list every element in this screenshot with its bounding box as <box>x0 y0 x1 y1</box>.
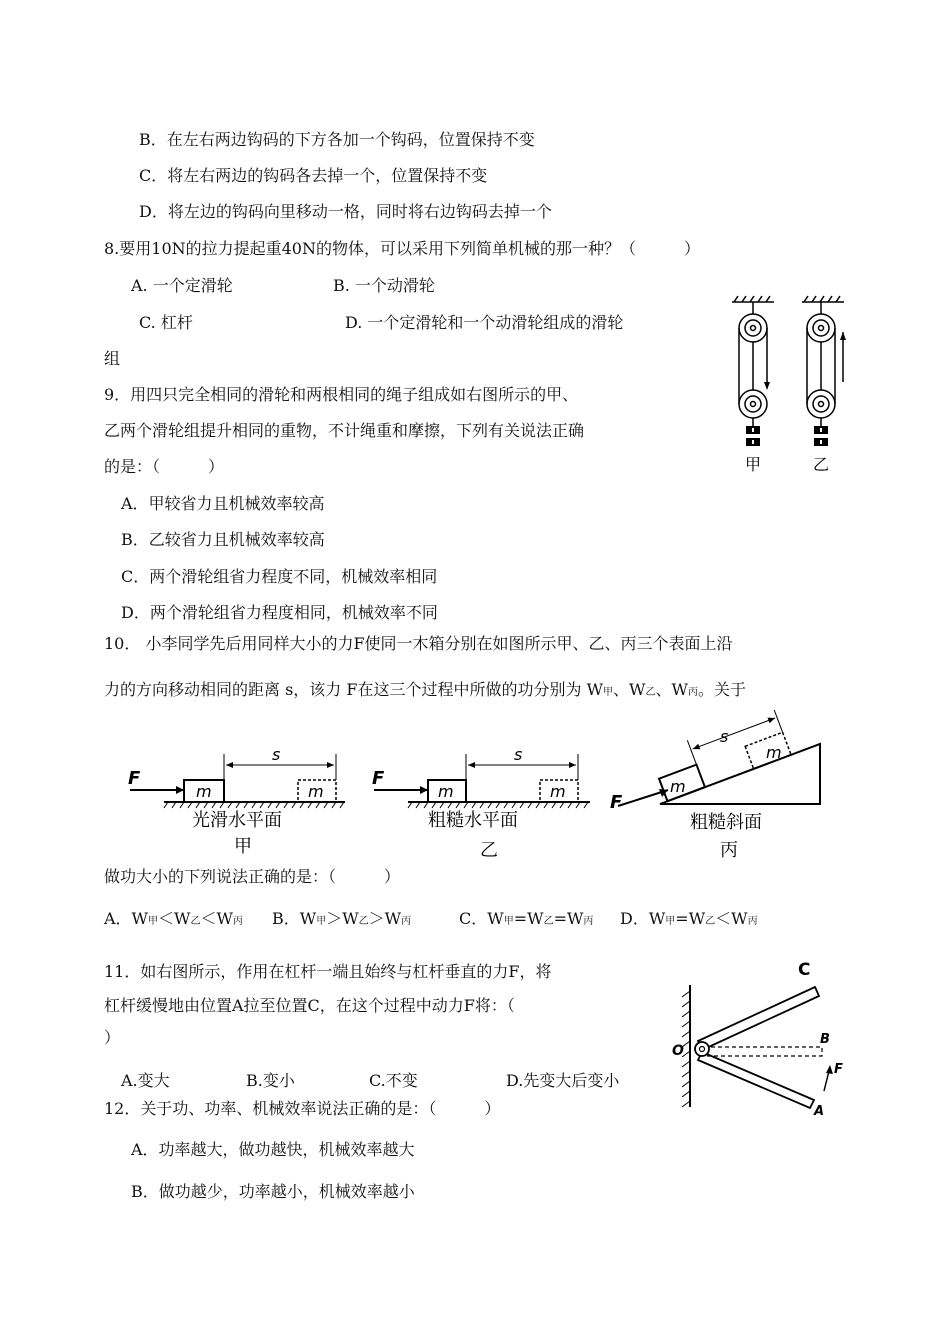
q8-option-d: D. 一个定滑轮和一个动滑轮组成的滑轮 <box>345 313 624 332</box>
label-f: F <box>834 1062 843 1077</box>
mass-label: m <box>670 777 686 796</box>
q10-stem-1: 10． 小李同学先后用同样大小的力F使同一木箱分别在如图所示甲、乙、丙三个表面上沿 <box>104 634 733 653</box>
panel-rough-incline <box>618 710 820 806</box>
ceiling-yi <box>802 296 844 302</box>
panel-label-incline: 粗糙斜面 <box>690 812 762 833</box>
q9-stem-2: 乙两个滑轮组提升相同的重物，不计绳重和摩擦，下列有关说法正确 <box>104 421 585 440</box>
work-figure <box>120 710 830 862</box>
arrow-left-icon <box>468 762 475 768</box>
q7-option-d: D．将左边的钩码向里移动一格，同时将右边钩码去掉一个 <box>139 202 552 221</box>
lever-figure <box>668 955 858 1120</box>
mass-label: m <box>438 782 454 801</box>
q10-option-c: C．W甲=W乙=W丙 <box>459 909 594 928</box>
arrow-left-icon <box>692 744 701 752</box>
panel-label-smooth: 光滑水平面 <box>192 810 282 831</box>
pulley-system-jia <box>739 302 767 426</box>
distance-label: s <box>720 727 729 746</box>
arrow-right-icon <box>767 715 776 723</box>
panel-sublabel-yi: 乙 <box>480 840 498 861</box>
label-b: B <box>820 1032 830 1047</box>
q10-stem-2: 力的方向移动相同的距离 s，该力 F在这三个过程中所做的功分别为 W甲、W乙、W丙。关于 <box>104 680 746 699</box>
force-label: F <box>372 768 385 789</box>
mass-label-dashed: m <box>766 743 782 762</box>
label-yi: 乙 <box>813 455 830 474</box>
panel-sublabel-bing: 丙 <box>720 840 738 861</box>
label-c: C <box>798 960 811 980</box>
distance-label: s <box>514 745 523 764</box>
arrow-down-icon <box>764 382 770 390</box>
q9-option-a: A．甲较省力且机械效率较高 <box>121 494 325 513</box>
q11-option-c: C.不变 <box>369 1071 418 1090</box>
distance-label: s <box>272 745 281 764</box>
q9-stem-3: 的是：（ ） <box>104 457 225 476</box>
q7-option-b: B．在左右两边钩码的下方各加一个钩码，位置保持不变 <box>139 130 535 149</box>
label-o: O <box>672 1043 684 1059</box>
q11-stem-2: 杠杆缓慢地由位置A拉至位置C，在这个过程中动力F将：（ <box>104 996 515 1015</box>
q11-option-b: B.变小 <box>246 1071 295 1090</box>
q11-option-a: A.变大 <box>121 1071 170 1090</box>
mass-label-dashed: m <box>550 782 566 801</box>
q12-option-b: B．做功越少，功率越小，机械效率越小 <box>131 1182 415 1201</box>
force-arrow-icon <box>826 1065 833 1074</box>
q11-option-d: D.先变大后变小 <box>506 1071 620 1090</box>
mass-label-dashed: m <box>308 782 324 801</box>
q9-option-c: C．两个滑轮组省力程度不同，机械效率相同 <box>121 567 438 586</box>
q7-option-c: C．将左右两边的钩码各去掉一个，位置保持不变 <box>139 166 488 185</box>
q12-option-a: A．功率越大，做功越快，机械效率越大 <box>131 1140 415 1159</box>
q11-stem-3: ） <box>104 1028 121 1047</box>
pulley-figure <box>722 292 852 477</box>
q10-option-a: A．W甲＜W乙＜W丙 <box>104 909 243 928</box>
force-label: F <box>128 768 141 789</box>
q9-stem-1: 9．用四只完全相同的滑轮和两根相同的绳子组成如右图所示的甲、 <box>104 385 579 404</box>
q8-option-d-cont: 组 <box>104 349 121 368</box>
panel-label-rough: 粗糙水平面 <box>428 810 518 831</box>
q10-option-b: B．W甲＞W乙＞W丙 <box>272 909 412 928</box>
ceiling-jia <box>732 296 774 302</box>
q8-option-c: C. 杠杆 <box>139 313 193 332</box>
q11-stem-1: 11．如右图所示，作用在杠杆一端且始终与杠杆垂直的力F，将 <box>104 962 552 981</box>
force-label: F <box>610 792 623 813</box>
q12-stem: 12．关于功、功率、机械效率说法正确的是：（ ） <box>104 1099 501 1118</box>
q8-stem: 8.要用10N的拉力提起重40N的物体，可以采用下列简单机械的那一种？（ ） <box>104 239 700 258</box>
force-arrow-icon <box>176 786 184 794</box>
q10-stem-3: 做功大小的下列说法正确的是：（ ） <box>104 867 401 886</box>
arrow-right-icon <box>327 762 334 768</box>
arrow-left-icon <box>226 762 233 768</box>
q9-option-b: B．乙较省力且机械效率较高 <box>121 530 325 549</box>
q9-option-d: D．两个滑轮组省力程度相同，机械效率不同 <box>121 603 438 622</box>
mass-label: m <box>196 782 212 801</box>
panel-sublabel-jia: 甲 <box>234 836 252 857</box>
pulley-system-yi <box>807 302 843 426</box>
label-a: A <box>814 1104 825 1119</box>
force-arrow-icon <box>420 786 428 794</box>
arrow-right-icon <box>569 762 576 768</box>
q10-option-d: D．W甲=W乙＜W丙 <box>620 909 758 928</box>
label-jia: 甲 <box>745 455 762 474</box>
q8-option-a: A. 一个定滑轮 <box>131 276 233 295</box>
q8-option-b: B. 一个动滑轮 <box>333 276 435 295</box>
arrow-up-icon <box>840 332 846 340</box>
